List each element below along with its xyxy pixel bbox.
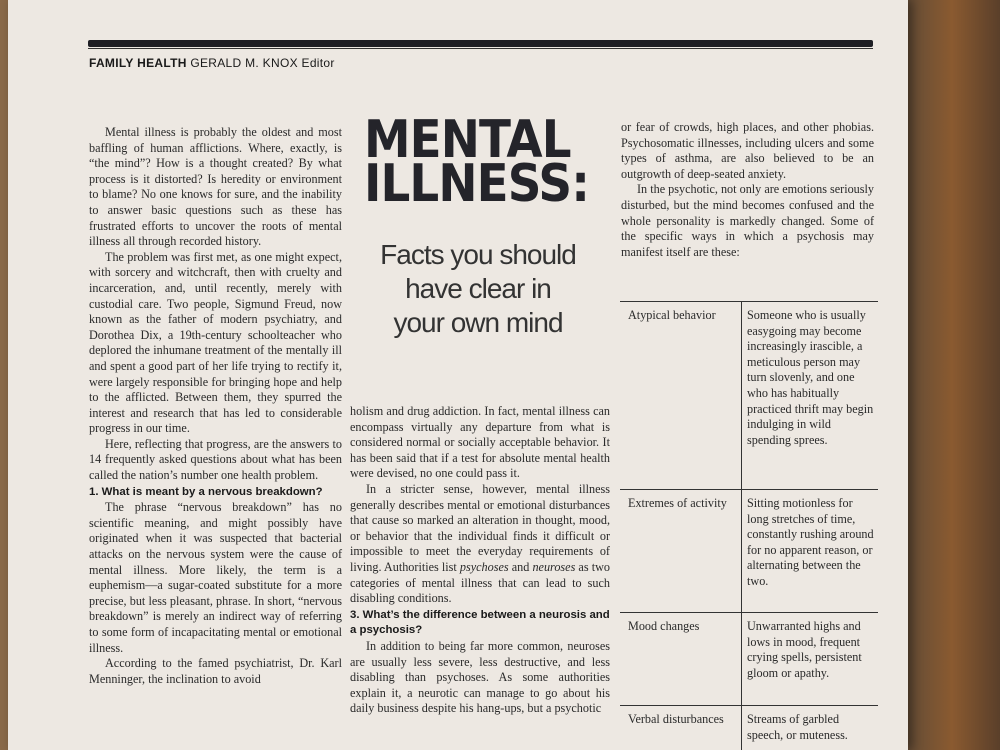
paragraph: The phrase “nervous breakdown” has no scientific meaning, and might possibly have originated when it was suspected that bacterial attacks on the nervous system were the cause of mental illness. More likely, the term is a euphemism—a sugar-coated substitute for a more precise, but less pleasant, phrase. In short, “nervous breakdown” is merely an indirect way of referring to some form of incapacitating mental or emotional illness. <box>89 500 342 655</box>
question-heading: 3. What’s the difference between a neurosis and a psychosis? <box>350 608 610 637</box>
editor-credit: GERALD M. KNOX Editor <box>190 56 335 70</box>
paragraph: Mental illness is probably the oldest and most baffling of human afflictions. Where, exactly, is “the mind”? How is a thought created? By what process is it distorted? Is heredity or environment to blame? No one knows for sure, and the inability to answer basic questions such as these has frustrated efforts to uncover the roots of mental illness all through recorded history. <box>89 125 342 249</box>
title-line: ILLNESS: <box>364 154 590 214</box>
table-row <box>620 613 878 706</box>
subtitle-line: your own mind <box>393 307 563 338</box>
article-subtitle <box>368 238 588 340</box>
table-label: Atypical behavior <box>620 302 742 489</box>
paragraph: According to the famed psychiatrist, Dr. Karl Menninger, the inclination to avoid <box>89 656 342 686</box>
paragraph: In the psychotic, not only are emotions seriously disturbed, but the mind becomes confused and the whole personality is markedly changed. Some of the specific ways in which a psychosis may manifest itself are these: <box>621 182 874 259</box>
header-rule-thin <box>88 48 873 49</box>
subtitle-line: have clear in <box>405 273 551 304</box>
table-description: Unwarranted highs and lows in mood, frequent crying spells, persistent gloom or apathy. <box>747 619 862 680</box>
table-row <box>620 490 878 613</box>
paragraph: In a stricter sense, however, mental illness generally describes mental or emotional disturbances that cause so marked an alteration in thought, mood, or behavior that the individual finds it difficult or impossible to meet the everyday requirements of living. Authorities list psychoses and neuroses as two categories of mental illness that can lead to such disabling conditions. <box>350 481 610 606</box>
table-description: Someone who is usually easygoing may become increasingly irascible, a meticulous person may turn slovenly, and one who has habitually practiced thrift may begin indulging in wild spending sprees. <box>747 308 874 447</box>
table-row <box>620 706 878 750</box>
table-description: Streams of garbled speech, or muteness. <box>747 712 848 742</box>
title-line: MENTAL <box>364 110 571 170</box>
subtitle-line: Facts you should <box>380 239 576 270</box>
paragraph: Here, reflecting that progress, are the answers to 14 frequently asked questions about what has been called the nation’s number one health problem. <box>89 436 342 483</box>
column-2 <box>350 404 610 717</box>
table-label: Verbal disturbances <box>620 706 742 750</box>
paragraph: In addition to being far more common, neuroses are usually less severe, less destructive, and less disabling than psychoses. As some authorities explain it, a neurotic can manage to go about his daily business despite his hang-ups, but a psychotic <box>350 638 610 716</box>
column-1 <box>89 125 342 687</box>
table-row <box>620 302 878 490</box>
symptoms-table <box>620 301 878 750</box>
paragraph: The problem was first met, as one might expect, with sorcery and witchcraft, then with cruelty and incarceration, and, until recently, merely with custodial care. Two people, Sigmund Freud, now known as the father of modern psychiatry, and Dorothea Dix, a 19th-century schoolteacher who deplored the inhumane treatment of the mentally ill and spent a good part of her life trying to rectify it, were largely responsible for bringing hope and help to the afflicted. Between them, they spurred the interest and research that has led to considerable progress in our time. <box>89 249 342 436</box>
magazine-page <box>8 0 908 750</box>
table-description: Sitting motionless for long stretches of time, constantly rushing around for no apparent reason, or alternating between the two. <box>747 496 874 588</box>
section-header <box>89 56 335 70</box>
table-label: Mood changes <box>620 613 742 705</box>
column-3 <box>621 120 874 260</box>
table-label: Extremes of activity <box>620 490 742 612</box>
question-heading: 1. What is meant by a nervous breakdown? <box>89 485 323 498</box>
paragraph: or fear of crowds, high places, and other phobias. Psychosomatic illnesses, including ulcers and some types of asthma, are also believed to be an outgrowth of deep-seated anxiety. <box>621 120 874 181</box>
article-title <box>364 110 590 214</box>
header-rule <box>88 40 873 47</box>
section-name: FAMILY HEALTH <box>89 56 187 70</box>
paragraph: holism and drug addiction. In fact, mental illness can encompass virtually any departure from what is considered normal or socially acceptable behavior. It has been said that if a test for absolute mental health were devised, no one could pass it. <box>350 404 610 481</box>
